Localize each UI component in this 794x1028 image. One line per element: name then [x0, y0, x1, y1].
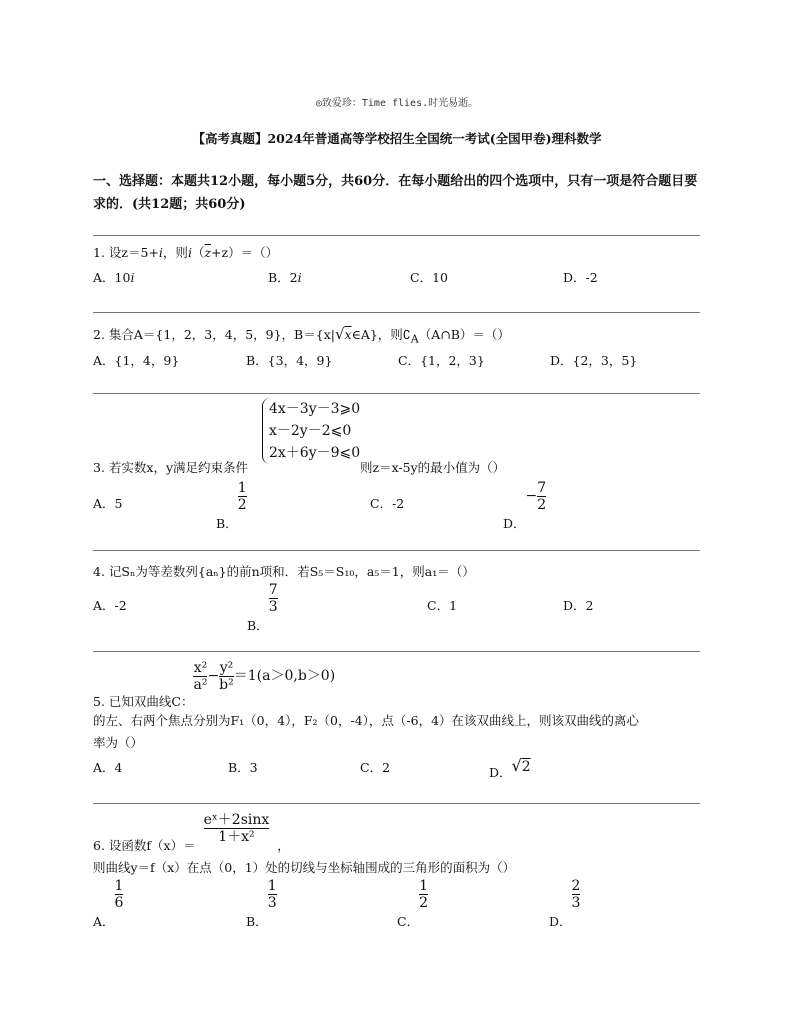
- question-1-stem: 1. 设z＝5+i，则$i(\overline{z}+z)=()$: [93, 245, 279, 260]
- exam-title: 【高考真题】2024年普通高等学校招生全国统一考试(全国甲卷)理科数学: [192, 131, 602, 146]
- divider: [93, 550, 700, 551]
- question-3-stem-start: 3. 若实数x，y满足约束条件: [93, 460, 249, 475]
- question-5-stem: 5. 已知双曲线C： $\frac{\text{x²}}{\text{a²}}$ − $\frac{\text{y²}}{\text{b²}}$ ＝1(a＞0,b＞0): [93, 660, 336, 709]
- question-4-option-b[interactable]: B． $\frac{7}{3}$: [247, 582, 278, 633]
- question-6-option-c[interactable]: C． $\frac{1}{2}$: [397, 878, 428, 929]
- constraint-line: 2x＋6y－9⩽0: [269, 445, 361, 461]
- question-5-stem-line3: 率为（）: [93, 735, 144, 750]
- question-4-stem: 4. 记Sₙ为等差数列{aₙ}的前n项和．若S₅＝S₁₀，a₅＝1，则a₁＝（）: [93, 564, 475, 579]
- question-3-option-d[interactable]: D．− $\frac{7}{2}$: [503, 480, 547, 531]
- question-2-option-a[interactable]: A．{1，4，9}: [93, 353, 180, 368]
- constraint-line: x－2y－2⩽0: [269, 423, 352, 439]
- question-1-option-a[interactable]: A．10i: [93, 270, 135, 285]
- question-6-option-a[interactable]: A． $\frac{1}{6}$: [93, 878, 124, 929]
- divider: [93, 803, 700, 804]
- question-2-option-d[interactable]: D．{2，3，5}: [550, 353, 638, 368]
- question-4-option-c[interactable]: C．1: [427, 598, 458, 613]
- question-3-option-b[interactable]: B． $\frac{1}{2}$: [216, 480, 247, 531]
- question-2-stem: 2. 集合A＝{1，2，3，4，5，9}，B＝{x|√x∈A}，则$∁_A(A\cap B)=()$: [93, 325, 510, 346]
- question-6-option-d[interactable]: D． $\frac{2}{3}$: [549, 878, 581, 929]
- question-5-option-c[interactable]: C．2: [360, 760, 391, 775]
- question-2-option-c[interactable]: C．{1，2，3}: [398, 353, 485, 368]
- question-1-option-d[interactable]: D．-2: [563, 270, 598, 285]
- question-6-option-b[interactable]: B． $\frac{1}{3}$: [246, 878, 277, 929]
- question-5-option-a[interactable]: A．4: [93, 760, 123, 775]
- question-5-option-b[interactable]: B．3: [228, 760, 258, 775]
- question-2-option-b[interactable]: B．{3，4，9}: [246, 353, 333, 368]
- question-6-stem: 6. 设函数f（x）＝ $\frac{\text{eˣ＋2sinx}}{\text{1＋x²}}$ ，: [93, 812, 290, 853]
- divider: [93, 235, 700, 236]
- question-1-option-c[interactable]: C．10: [410, 270, 448, 285]
- question-3-option-c[interactable]: C．-2: [370, 496, 405, 511]
- question-4-option-a[interactable]: A．-2: [93, 598, 127, 613]
- question-3-constraint-system: [262, 398, 360, 464]
- question-1-option-b[interactable]: B．2i: [268, 270, 302, 285]
- section-heading: 一、选择题：本题共12小题，每小题5分，共60分．在每小题给出的四个选项中，只有一项是符合题目要求的．(共12题；共60分): [93, 174, 698, 212]
- question-4-option-d[interactable]: D．2: [563, 598, 594, 613]
- question-5-option-d[interactable]: D．√2: [489, 756, 531, 780]
- question-6-stem-line2: 则曲线y＝f（x）在点（0，1）处的切线与坐标轴围成的三角形的面积为（）: [93, 860, 516, 875]
- divider: [93, 393, 700, 394]
- constraint-line: 4x－3y－3⩾0: [269, 401, 361, 417]
- question-3-option-a[interactable]: A．5: [93, 496, 123, 511]
- divider: [93, 651, 700, 652]
- motto: ◎致爱珍：Time flies.时光易逝。: [315, 98, 479, 109]
- question-5-stem-line2: 的左、右两个焦点分别为F₁（0，4），F₂（0，-4），点（-6，4）在该双曲线上，则该双曲线的离心: [93, 713, 640, 728]
- question-3-stem-end: 则z＝x-5y的最小值为（）: [360, 460, 506, 475]
- divider: [93, 312, 700, 313]
